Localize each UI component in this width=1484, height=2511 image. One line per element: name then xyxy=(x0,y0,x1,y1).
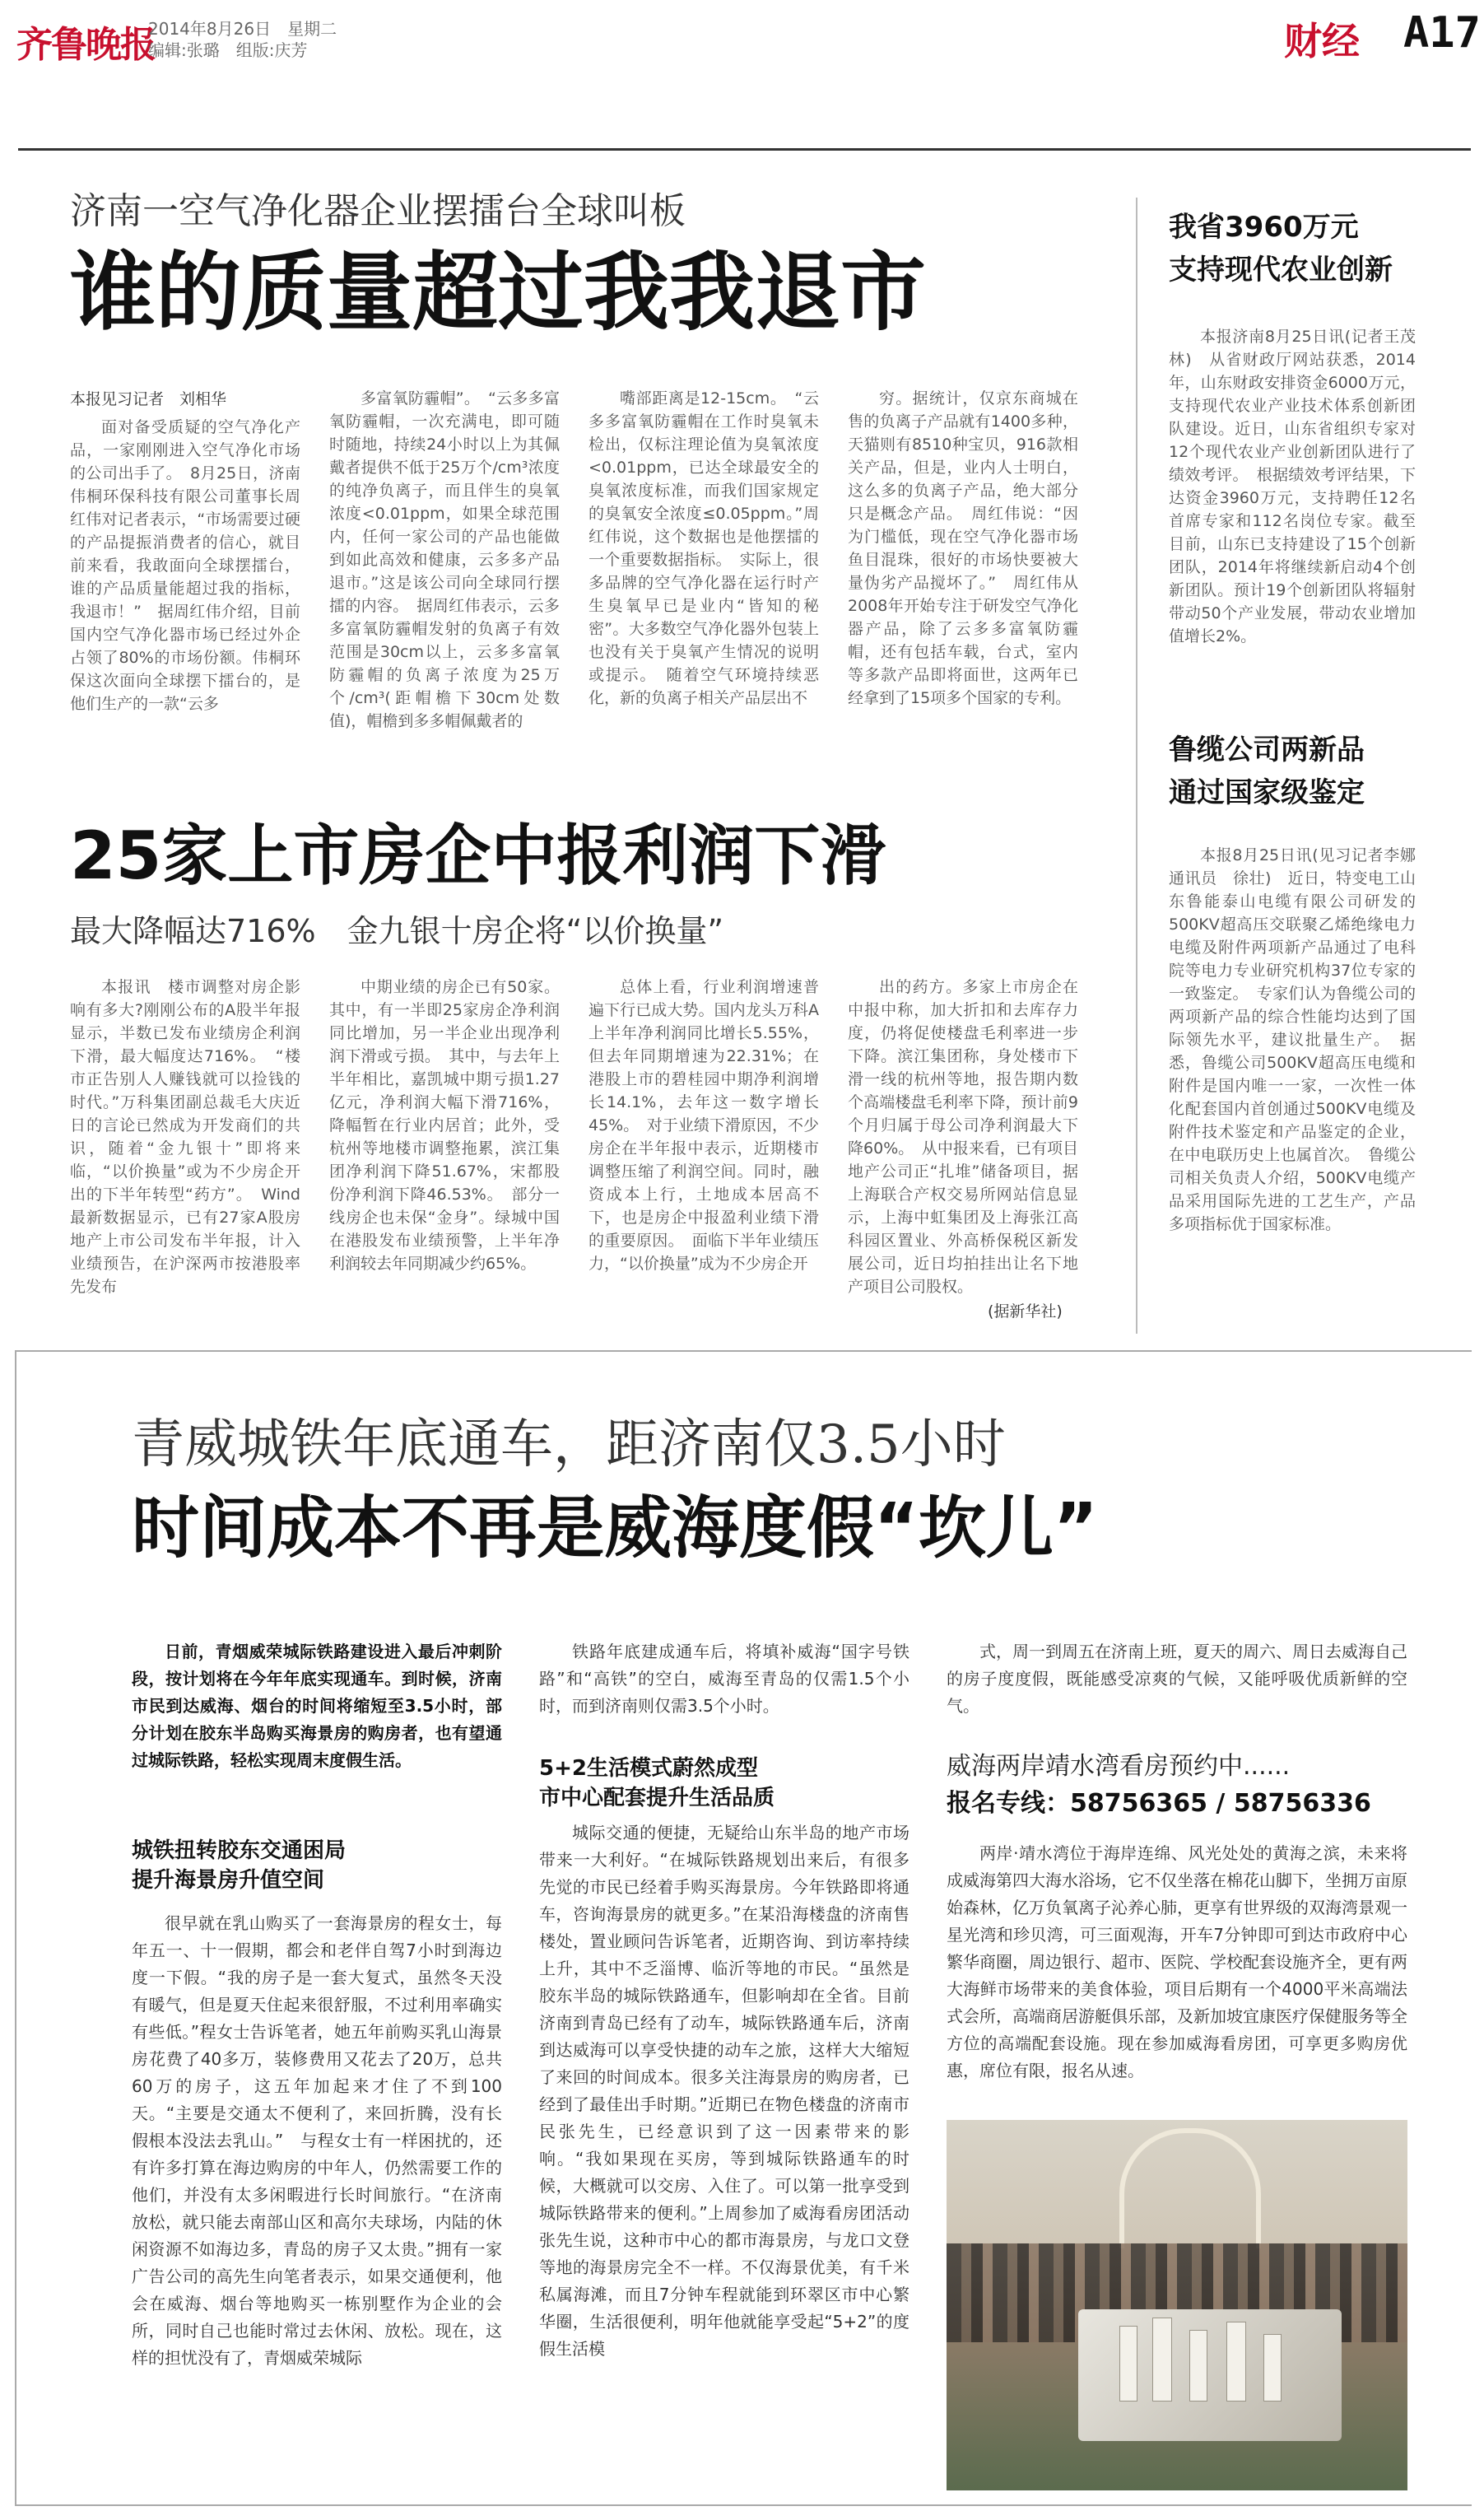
ad-col3-top xyxy=(947,1638,1407,1721)
ad-section1-title-line1: 城铁扭转胶东交通困局 xyxy=(132,1838,347,1863)
ad-col3-top-text: 式，周一到周五在济南上班，夏天的周六、周日去威海自己的房子度度假，既能感受凉爽的气候，又能呼吸优质新鲜的空气。 xyxy=(947,1642,1407,1716)
ad-lead-text: 日前，青烟威荣城际铁路建设进入最后冲刺阶段，按计划将在今年年底实现通车。到时候，济南市民到达威海、烟台的时间将缩短至3.5小时，部分计划在胶东半岛购买海景房的购房者，也有望通过城际铁路，轻松实现周末度假生活。 xyxy=(132,1642,502,1770)
ad-col2-body-text: 城际交通的便捷，无疑给山东半岛的地产市场带来一大利好。“在城际铁路规划出来后，有很多先觉的市民已经着手购买海景房。今年铁路即将通车，咨询海景房的就更多。”在某沿海楼盘的济南售楼处，置业顾问告诉笔者，近期咨询、到访率持续上升，其中不乏淄博、临沂等地的市民。“虽然是胶东半岛的城际铁路通车，但影响却在全省。目前济南到青岛已经有了动车，城际铁路通车后，济南到达威海可以享受快捷的动车之旅，这样大大缩短了来回的时间成本。很多关注海景房的购房者，已经到了最佳出手时期。”近期已在物色楼盘的济南市民张先生，已经意识到了这一因素带来的影响。“我如果现在买房，等到城际铁路通车的时候，大概就可以交房、入住了。可以第一批享受到城际铁路带来的便利。”上周参加了威海看房团活动张先生说，这种市中心的都市海景房，与龙口文登等地的海景房完全不一样。不仅海景优美，有千米私属海滩，而且7分钟车程就能到环翠区市中心繁华圈，生活很便利，明年他就能享受起“5+2”的度假生活模 xyxy=(539,1823,909,2359)
story1-subhead: 济南一空气净化器企业摆擂台全球叫板 xyxy=(70,190,686,232)
story1-col2 xyxy=(329,387,560,762)
photo-model-tower xyxy=(1263,2334,1282,2402)
story2-col2 xyxy=(329,976,560,1321)
story2-col1-text: 本报讯 楼市调整对房企影响有多大?刚刚公布的A股半年报显示，半数已发布业绩房企利润下滑，最大幅度达716%。 “楼市正告别人人赚钱就可以捡钱的时代。”万科集团副总裁毛大庆近日的言论已然成为开发商们的共识，随着“金九银十”即将来临，“以价换量”或为不少房企开出的下半年转型“药方”。 Wind最新数据显示，已有27家A股房地产上市公司发布半年报，计入业绩预告，在沪深两市按港股率先发布 xyxy=(70,978,300,1296)
photo-model-tower xyxy=(1189,2330,1207,2402)
promo-title: 威海两岸靖水湾看房预约中...... xyxy=(947,1752,1291,1781)
sidebar2-body-text: 本报8月25日讯(见习记者李娜 通讯员 徐壮) 近日，特变电工山东鲁能泰山电缆有限公司研发的500KV超高压交联聚乙烯绝缘电力电缆及附件两项新产品通过了电科院等电力专业研究机构37位专家的一致鉴定。 专家们认为鲁缆公司的两项新产品的综合性能均达到了国际领先水平，建议批量生产。 据悉，鲁缆公司500KV超高压电缆和附件是国内唯一一家，一次性一体化配套国内首创通过500KV电缆及附件技术鉴定和产品鉴定的企业，在中电联历史上也属首次。 鲁缆公司相关负责人介绍，500KV电缆产品采用国际先进的工艺生产，产品多项指标优于国家标准。 xyxy=(1169,846,1432,1233)
ad-col2-top xyxy=(539,1638,909,1745)
masthead-divider xyxy=(18,148,1471,151)
sidebar2-title xyxy=(1169,729,1365,814)
sidebar2-title-line1: 鲁缆公司两新品 xyxy=(1169,734,1365,766)
story2-headline: 25家上市房企中报利润下滑 xyxy=(70,818,886,894)
photo-model-tower xyxy=(1226,2322,1246,2402)
story1-col1 xyxy=(70,416,300,762)
sidebar1-body-text: 本报济南8月25日讯(记者王茂林) 从省财政厅网站获悉，2014年，山东财政安排资金6000万元，支持现代农业产业技术体系创新团队建设。近日，山东省组织专家对12个现代农业产业创新团队进行了绩效考评。 根据绩效考评结果，下达资金3960万元，支持聘任12名首席专家和112名岗位专家。截至目前，山东已支持建设了15个创新团队，2014年将继续新启动4个创新团队。预计19个创新团队将辐射带动50个产业发展，带动农业增加值增长2%。 xyxy=(1169,328,1416,645)
sidebar1-body xyxy=(1169,325,1416,729)
ad-section2-title xyxy=(539,1754,775,1813)
page-number: A17 xyxy=(1403,8,1481,58)
ad-section2-title-line2: 市中心配套提升生活品质 xyxy=(539,1786,775,1810)
sidebar1-title xyxy=(1169,206,1393,291)
sidebar-divider xyxy=(1136,198,1137,1334)
ad-col3-body-text: 两岸·靖水湾位于海岸连绵、风光处处的黄海之滨，未来将成威海第四大海水浴场，它不仅坐落在棉花山脚下，坐拥万亩原始森林，亿万负氧离子沁养心肺，更享有世界级的双海湾景观一星光湾和珍贝湾，可三面观海，开车7分钟即可到达市政府中心繁华商圈，周边银行、超市、医院、学校配套设施齐全，更有两大海鲜市场带来的美食体验，项目后期有一个4000平米高端法式会所，高端商居游艇俱乐部，及新加坡宜康医疗保健服务等全方位的高端配套设施。现在参加威海看房团，可享更多购房优惠，席位有限，报名从速。 xyxy=(947,1843,1407,2080)
story1-col4-text: 穷。据统计，仅京东商城在售的负离子产品就有1400多种，天猫则有8510种宝贝，916款相关产品，但是，业内人士明白，这么多的负离子产品，绝大部分只是概念产品。 周红伟说：“因为门槛低，现在空气净化器市场鱼目混珠，很好的市场快要被大量伪劣产品搅坏了。” 周红伟从2008年开始专注于研发空气净化器产品，除了云多多富氧防霾帽，还有包括车载，台式，室内等多款产品即将面世，这两年已经拿到了15项多个国家的专利。 xyxy=(848,389,1078,707)
photo-model-tower xyxy=(1152,2318,1172,2402)
ad-col1-body-text: 很早就在乳山购买了一套海景房的程女士，每年五一、十一假期，都会和老伴自驾7小时到海边度一下假。“我的房子是一套大复式，虽然冬天没有暖气，但是夏天住起来很舒服，不过利用率确实有些低。”程女士告诉笔者，她五年前购买乳山海景房花费了40多万，装修费用又花去了20万，总共60万的房子，这五年加起来才住了不到100天。“主要是交通太不便利了，来回折腾，没有长假根本没法去乳山。” 与程女士有一样困扰的，还有许多打算在海边购房的中年人，仍然需要工作的他们，并没有太多闲暇进行长时间旅行。“在济南放松，就只能去南部山区和高尔夫球场，内陆的休闲资源不如海边多，青岛的房子又太贵。”拥有一家广告公司的高先生向笔者表示，如果交通便利，他会在威海、烟台等地购买一栋别墅作为企业的会所，同时自己也能时常过去休闲、放松。现在，这样的担忧没有了，青烟威荣城际 xyxy=(132,1913,502,2368)
masthead-meta xyxy=(148,18,337,61)
ad-section2-title-line1: 5+2生活模式蔚然成型 xyxy=(539,1756,758,1781)
photo-arch xyxy=(1119,2128,1261,2248)
promo-hotline xyxy=(947,1782,1371,1819)
sidebar1-title-line2: 支持现代农业创新 xyxy=(1169,254,1393,287)
story1-col4 xyxy=(848,387,1078,762)
section-name: 财经 xyxy=(1284,19,1360,63)
story2-col2-text: 中期业绩的房企已有50家。其中，有一半即25家房企净利润同比增加，另一半企业出现净利润下滑或亏损。 其中，与去年上半年相比，嘉凯城中期亏损1.27亿元，净利润大幅下滑716%，降幅暂在行业内居首；此外，受杭州等地楼市调整拖累，滨江集团净利润下降51.67%，宋都股份净利润下降46.53%。 部分一线房企也未保“金身”。绿城中国在港股发布业绩预警，上半年净利润较去年同期减少约65%。 xyxy=(329,978,560,1273)
ad-col3-body xyxy=(947,1840,1407,2112)
photo-sand-table-model xyxy=(1078,2309,1342,2441)
story2-col4-text: 出的药方。多家上市房企在中报中称，加大折扣和去库存力度，仍将促使楼盘毛利率进一步下降。滨江集团称，身处楼市下滑一线的杭州等地，报告期内数个高端楼盘毛利率下降，预计前9个月归属于母公司净利润最大下降60%。 从中报来看，已有项目地产公司正“扎堆”储备项目，据上海联合产权交易所网站信息显示，上海中虹集团及上海张江高科园区置业、外高桥保税区新发展公司，近日均拍挂出让名下地产项目公司股权。 xyxy=(848,978,1078,1296)
story2-credit: (据新华社) xyxy=(988,1302,1063,1321)
ad-col1-body xyxy=(132,1910,502,2486)
story1-col3-text: 嘴部距离是12-15cm。 “云多多富氧防霾帽在工作时臭氧未检出，仅标注理论值为臭氧浓度<0.01ppm，已达全球最安全的臭氧浓度标准，而我们国家规定的臭氧安全浓度≤0.05ppm。”周红伟说，这个数据也是他摆擂的一个重要数据指标。 实际上，很多品牌的空气净化器在运行时产生臭氧早已是业内“皆知的秘密”。大多数空气净化器外包装上也没有关于臭氧产生情况的说明或提示。 随着空气环境持续恶化，新的负离子相关产品层出不 xyxy=(588,389,819,707)
story1-col3 xyxy=(588,387,819,762)
hotline-number: 58756365 / 58756336 xyxy=(1070,1789,1371,1818)
sidebar1-title-line1: 我省3960万元 xyxy=(1169,211,1359,244)
ad-subhead: 青威城铁年底通车，距济南仅3.5小时 xyxy=(132,1414,1006,1475)
story2-col1 xyxy=(70,976,300,1321)
story1-col2-text: 多富氧防霾帽”。 “云多多富氧防霾帽，一次充满电，即可随时随地，持续24小时以上为其佩戴者提供不低于25万个/cm³浓度的纯净负离子，而且伴生的臭氧浓度<0.01ppm，如果全球范围内，任何一家公司的产品也能做到如此高效和健康，云多多产品退市。”这是该公司向全球同行摆擂的内容。 据周红伟表示，云多多富氧防霾帽发射的负离子有效范围是30cm以上，云多多富氧防霾帽的负离子浓度为25万个/cm³(距帽檐下30cm处数值)，帽檐到多多帽佩戴者的 xyxy=(329,389,560,730)
ad-headline: 时间成本不再是威海度假“坎儿” xyxy=(132,1489,1098,1568)
newspaper-logo: 齐鲁晚报 xyxy=(16,24,155,66)
story1-headline: 谁的质量超过我我退市 xyxy=(70,242,927,342)
story1-col1-text: 面对备受质疑的空气净化产品，一家刚刚进入空气净化市场的公司出手了。 8月25日，济南伟桐环保科技有限公司董事长周红伟对记者表示，“市场需要过硬的产品提振消费者的信心，就目前来看，我敢面向全球摆擂台，谁的产品质量能超过我的指标，我退市！” 据周红伟介绍，目前国内空气净化器市场已经过外企占领了80%的市场份额。伟桐环保这次面向全球摆下擂台的，是他们生产的一款“云多 xyxy=(70,418,300,713)
ad-col2-body xyxy=(539,1819,909,2486)
ad-col2-top-text: 铁路年底建成通车后，将填补威海“国字号铁路”和“高铁”的空白，威海至青岛的仅需1.5个小时，而到济南则仅需3.5个小时。 xyxy=(539,1642,909,1716)
photo-model-tower xyxy=(1119,2326,1137,2402)
hotline-label: 报名专线： xyxy=(947,1789,1070,1818)
sales-center-photo xyxy=(947,2120,1407,2490)
ad-lead xyxy=(132,1638,502,1828)
date-line: 2014年8月26日 星期二 xyxy=(148,19,337,39)
sidebar2-body xyxy=(1169,844,1432,1338)
ad-section1-title-line2: 提升海景房升值空间 xyxy=(132,1868,325,1893)
story2-col3 xyxy=(588,976,819,1321)
ad-section1-title xyxy=(132,1836,346,1895)
story1-byline: 本报见习记者 刘相华 xyxy=(70,390,227,408)
sidebar2-title-line2: 通过国家级鉴定 xyxy=(1169,776,1365,809)
story2-subhead: 最大降幅达716% 金九银十房企将“以价换量” xyxy=(70,913,724,949)
editor-line: 编辑:张璐 组版:庆芳 xyxy=(148,40,308,60)
story2-col4 xyxy=(848,976,1078,1298)
story2-col3-text: 总体上看，行业利润增速普遍下行已成大势。国内龙头万科A上半年净利润同比增长5.55%，但去年同期增速为22.31%；在港股上市的碧桂园中期净利润增长14.1%，去年这一数字增长45%。 对于业绩下滑原因，不少房企在半年报中表示，近期楼市调整压缩了利润空间。同时，融资成本上行，土地成本居高不下，也是房企中报盈利业绩下滑的重要原因。 面临下半年业绩压力，“以价换量”成为不少房企开 xyxy=(588,978,819,1273)
masthead xyxy=(0,0,1484,74)
